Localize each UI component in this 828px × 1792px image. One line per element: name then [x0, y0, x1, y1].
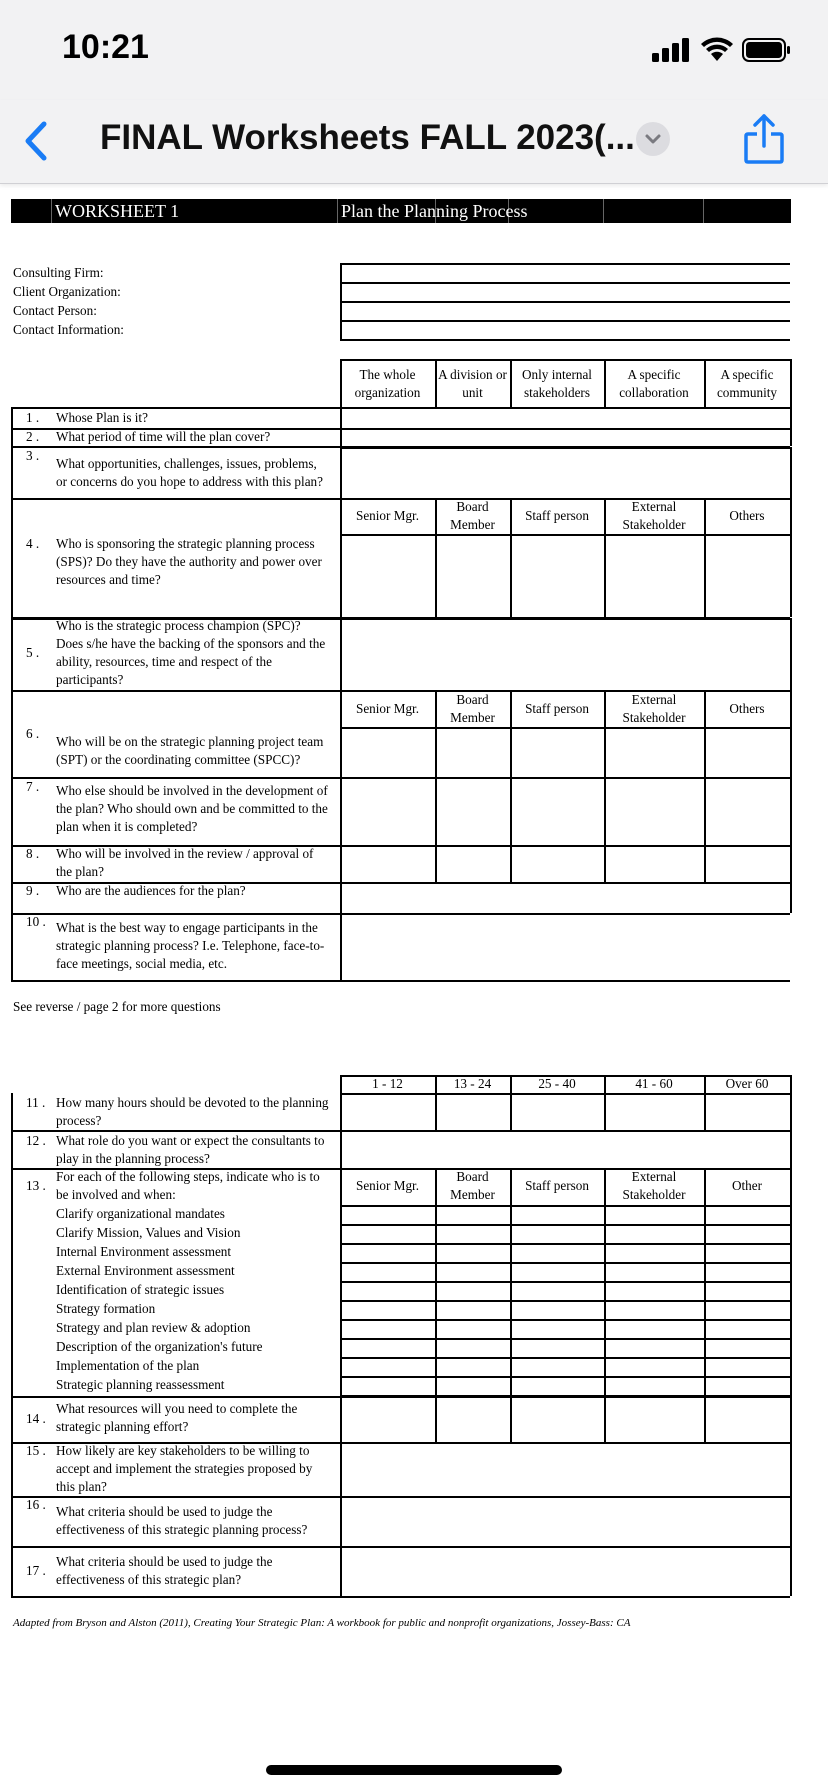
question-text: Does s/he have the backing of the sponsors and the	[56, 636, 326, 651]
role-column-header: Senior Mgr.	[355, 701, 419, 716]
role-column-header: Board	[456, 692, 489, 707]
table-rule	[435, 1396, 437, 1442]
scope-column-header: unit	[462, 385, 483, 400]
table-rule	[790, 407, 792, 446]
table-rule	[340, 1093, 790, 1095]
table-rule	[340, 1093, 342, 1130]
role-column-header: External	[631, 1169, 677, 1184]
role-column-header: Senior Mgr.	[355, 508, 419, 523]
role-column-header: Member	[450, 1187, 495, 1202]
table-rule	[11, 845, 13, 882]
role-column-header: Staff person	[525, 508, 589, 523]
planning-step: Implementation of the plan	[56, 1358, 200, 1373]
table-rule	[340, 1357, 790, 1359]
question-number: 7 .	[26, 779, 40, 794]
table-rule	[340, 1281, 790, 1283]
info-field-label: Client Organization:	[13, 284, 121, 299]
table-rule	[11, 690, 13, 777]
table-rule	[790, 618, 792, 690]
question-text: strategic planning effort?	[56, 1419, 189, 1434]
table-rule	[340, 727, 790, 729]
table-rule	[704, 1396, 706, 1442]
scope-column-header: Only internal	[522, 367, 592, 382]
question-text: the plan? Who should own and be committed to the	[56, 801, 328, 816]
table-rule	[340, 913, 342, 980]
scope-column-header: community	[716, 385, 778, 400]
hours-column-header: Over 60	[725, 1076, 769, 1091]
info-field-label: Contact Information:	[13, 322, 124, 337]
table-rule	[11, 447, 13, 498]
table-rule	[340, 263, 790, 265]
question-text: be involved and when:	[56, 1187, 176, 1202]
role-column-header: Stakeholder	[622, 710, 686, 725]
hours-column-header: 41 - 60	[635, 1076, 673, 1091]
table-rule	[340, 1376, 790, 1378]
role-column-header: Stakeholder	[622, 1187, 686, 1202]
table-rule	[510, 1396, 512, 1442]
question-text: What resources will you need to complete the	[56, 1401, 298, 1416]
question-text: face meetings, social media, etc.	[56, 956, 227, 971]
role-column-header: Member	[450, 710, 495, 725]
role-column-header: Other	[731, 1178, 763, 1193]
question-number: 15 .	[26, 1443, 46, 1458]
planning-step: Description of the organization's future	[56, 1339, 263, 1354]
question-text: Who will be involved in the review / approval of	[56, 846, 314, 861]
planning-step: Clarify Mission, Values and Vision	[56, 1225, 241, 1240]
table-rule	[340, 1130, 342, 1168]
table-rule	[11, 1130, 13, 1168]
planning-step: Strategy formation	[56, 1301, 156, 1316]
question-number: 8 .	[26, 846, 40, 861]
table-rule	[790, 1168, 792, 1396]
table-rule	[604, 1396, 606, 1442]
planning-step: Internal Environment assessment	[56, 1244, 232, 1259]
table-rule	[11, 913, 13, 980]
question-text: effectiveness of this strategic plan?	[56, 1572, 242, 1587]
table-rule	[340, 339, 790, 341]
table-rule	[11, 1496, 790, 1498]
navigation-bar	[0, 100, 828, 184]
table-rule	[11, 1396, 790, 1398]
table-rule	[510, 777, 512, 845]
question-number: 1 .	[26, 410, 40, 425]
table-rule	[340, 1243, 790, 1245]
role-column-header: Others	[729, 701, 765, 716]
table-rule	[510, 1093, 512, 1130]
role-column-header: Member	[450, 517, 495, 532]
question-number: 3 .	[26, 448, 40, 463]
role-column-header: Senior Mgr.	[355, 1178, 419, 1193]
role-column-header: Staff person	[525, 701, 589, 716]
table-rule	[11, 1546, 790, 1548]
table-rule	[790, 1075, 792, 1093]
question-number: 10 .	[26, 914, 46, 929]
planning-step: External Environment assessment	[56, 1263, 235, 1278]
question-text: Who is sponsoring the strategic planning process	[56, 536, 315, 551]
table-rule	[11, 1168, 13, 1396]
planning-step: Strategic planning reassessment	[56, 1377, 225, 1392]
table-rule	[11, 407, 13, 446]
table-rule	[790, 845, 792, 882]
scope-column-header: stakeholders	[524, 385, 590, 400]
table-rule	[11, 1546, 13, 1596]
table-rule	[340, 1396, 342, 1442]
table-rule	[340, 1496, 342, 1546]
table-rule	[340, 845, 342, 882]
table-rule	[340, 1442, 342, 1496]
table-rule	[340, 1338, 790, 1340]
scope-column-header: The whole	[359, 367, 416, 382]
document-title[interactable]: FINAL Worksheets FALL 2023(...	[100, 118, 635, 157]
hours-column-header: 1 - 12	[372, 1076, 403, 1091]
table-rule	[340, 1168, 342, 1396]
table-rule	[340, 777, 342, 845]
question-number: 13 .	[26, 1178, 46, 1193]
table-rule	[704, 777, 706, 845]
table-rule	[11, 980, 790, 982]
question-text: What is the best way to engage participants in the	[56, 920, 318, 935]
info-field-label: Contact Person:	[13, 303, 97, 318]
question-number: 17 .	[26, 1563, 46, 1578]
table-rule	[11, 1093, 13, 1130]
table-rule	[790, 882, 792, 913]
question-number: 11 .	[26, 1095, 46, 1110]
table-rule	[340, 1319, 790, 1321]
scope-column-header: collaboration	[619, 385, 689, 400]
question-text: Who else should be involved in the development of	[56, 783, 328, 798]
question-text: (SPT) or the coordinating committee (SPCC)?	[56, 752, 301, 767]
question-text: What criteria should be used to judge the	[56, 1504, 273, 1519]
question-number: 5 .	[26, 645, 40, 660]
question-text: this plan?	[56, 1479, 107, 1494]
question-number: 16 .	[26, 1497, 46, 1512]
question-text: process?	[56, 1113, 102, 1128]
table-rule	[510, 1168, 512, 1396]
table-rule	[790, 777, 792, 845]
table-rule	[790, 1546, 792, 1596]
table-rule	[340, 407, 342, 446]
table-rule	[340, 1262, 790, 1264]
table-rule	[704, 845, 706, 882]
info-field-label: Consulting Firm:	[13, 265, 104, 280]
question-text: How many hours should be devoted to the planning	[56, 1095, 329, 1110]
question-text: ability, resources, time and respect of the	[56, 654, 272, 669]
home-indicator	[266, 1765, 562, 1775]
wifi-icon	[700, 36, 734, 62]
question-text: How likely are key stakeholders to be willing to	[56, 1443, 310, 1458]
role-column-header: Others	[729, 508, 765, 523]
title-menu-button[interactable]	[636, 122, 670, 156]
question-text: effectiveness of this strategic planning process?	[56, 1522, 308, 1537]
question-number: 14 .	[26, 1411, 46, 1426]
share-icon[interactable]	[742, 112, 786, 166]
planning-step: Strategy and plan review & adoption	[56, 1320, 251, 1335]
role-column-header: Staff person	[525, 1178, 589, 1193]
table-rule	[790, 498, 792, 617]
table-rule	[11, 882, 13, 913]
planning-step: Clarify organizational mandates	[56, 1206, 225, 1221]
back-chevron-icon[interactable]	[20, 118, 52, 164]
table-rule	[11, 1396, 13, 1442]
table-rule	[11, 498, 13, 617]
table-rule	[11, 618, 13, 690]
role-column-header: Board	[456, 499, 489, 514]
question-number: 9 .	[26, 883, 40, 898]
question-text: Who is the strategic process champion (SPC)?	[56, 618, 301, 633]
role-column-header: Board	[456, 1169, 489, 1184]
table-rule	[340, 1300, 790, 1302]
worksheet-label: WORKSHEET 1	[55, 201, 180, 221]
table-rule	[340, 447, 342, 498]
table-rule	[790, 1130, 792, 1168]
table-rule	[340, 263, 342, 340]
table-rule	[340, 359, 790, 361]
table-rule	[340, 534, 790, 536]
question-text: play in the planning process?	[56, 1151, 210, 1166]
hours-column-header: 25 - 40	[538, 1076, 576, 1091]
table-rule	[11, 913, 790, 915]
table-rule	[790, 1442, 792, 1496]
table-rule	[11, 1496, 13, 1546]
table-rule	[340, 1546, 342, 1596]
table-rule	[604, 777, 606, 845]
table-rule	[340, 301, 790, 303]
question-number: 4 .	[26, 536, 40, 551]
table-rule	[790, 1396, 792, 1442]
cellular-signal-icon	[652, 38, 692, 62]
question-text: For each of the following steps, indicate who is to	[56, 1169, 320, 1184]
question-text: What role do you want or expect the consultants to	[56, 1133, 325, 1148]
question-text: resources and time?	[56, 572, 161, 587]
question-text: (SPS)? Do they have the authority and power over	[56, 554, 322, 569]
table-rule	[340, 1224, 790, 1226]
table-rule	[340, 447, 790, 449]
role-column-header: External	[631, 692, 677, 707]
table-rule	[11, 1442, 13, 1496]
table-rule	[510, 845, 512, 882]
scope-column-header: organization	[354, 385, 421, 400]
table-rule	[604, 1093, 606, 1130]
question-text: participants?	[56, 672, 124, 687]
question-text: Who are the audiences for the plan?	[56, 883, 246, 898]
table-rule	[790, 447, 792, 498]
table-rule	[340, 1205, 790, 1207]
question-text: Whose Plan is it?	[56, 410, 148, 425]
question-text: or concerns do you hope to address with this plan?	[56, 474, 323, 489]
scope-column-header: A specific	[627, 367, 681, 382]
status-time: 10:21	[62, 28, 149, 66]
hours-column-header: 13 - 24	[453, 1076, 492, 1091]
scope-column-header: A specific	[720, 367, 774, 382]
scope-column-header: A division or	[438, 367, 507, 382]
table-rule	[435, 777, 437, 845]
table-rule	[340, 282, 790, 284]
table-rule	[340, 882, 342, 913]
question-number: 12 .	[26, 1133, 46, 1148]
table-rule	[435, 845, 437, 882]
table-rule	[704, 1168, 706, 1396]
question-text: plan when it is completed?	[56, 819, 198, 834]
question-text: What period of time will the plan cover?	[56, 429, 271, 444]
question-number: 6 .	[26, 726, 40, 741]
citation-footer: Adapted from Bryson and Alston (2011), Creating Your Strategic Plan: A workbook for public and nonprofit organizations, Jossey-Bass: CA	[13, 1617, 631, 1629]
table-rule	[790, 1496, 792, 1546]
table-rule	[790, 690, 792, 777]
planning-step: Identification of strategic issues	[56, 1282, 225, 1297]
worksheet-header-bar	[11, 199, 791, 223]
table-rule	[604, 845, 606, 882]
table-rule	[704, 1093, 706, 1130]
question-text: the plan?	[56, 864, 104, 879]
page-note: See reverse / page 2 for more questions	[13, 999, 221, 1014]
role-column-header: External	[631, 499, 677, 514]
question-text: What criteria should be used to judge the	[56, 1554, 273, 1569]
chevron-down-icon	[636, 122, 670, 156]
question-text: accept and implement the strategies proposed by	[56, 1461, 313, 1476]
table-rule	[340, 618, 342, 690]
question-text: strategic planning process? I.e. Telephone, face-to-	[56, 938, 325, 953]
question-text: Who will be on the strategic planning project team	[56, 734, 324, 749]
table-rule	[790, 1093, 792, 1130]
role-column-header: Stakeholder	[622, 517, 686, 532]
table-rule	[340, 320, 790, 322]
worksheet-title: Plan the Planning Process	[341, 201, 528, 221]
question-text: What opportunities, challenges, issues, problems,	[56, 456, 317, 471]
table-rule	[790, 359, 792, 407]
status-bar	[0, 0, 828, 100]
table-rule	[11, 777, 790, 779]
table-rule	[11, 1596, 790, 1598]
question-number: 2 .	[26, 429, 40, 444]
battery-icon	[742, 38, 790, 62]
table-rule	[11, 777, 13, 845]
table-rule	[435, 1093, 437, 1130]
